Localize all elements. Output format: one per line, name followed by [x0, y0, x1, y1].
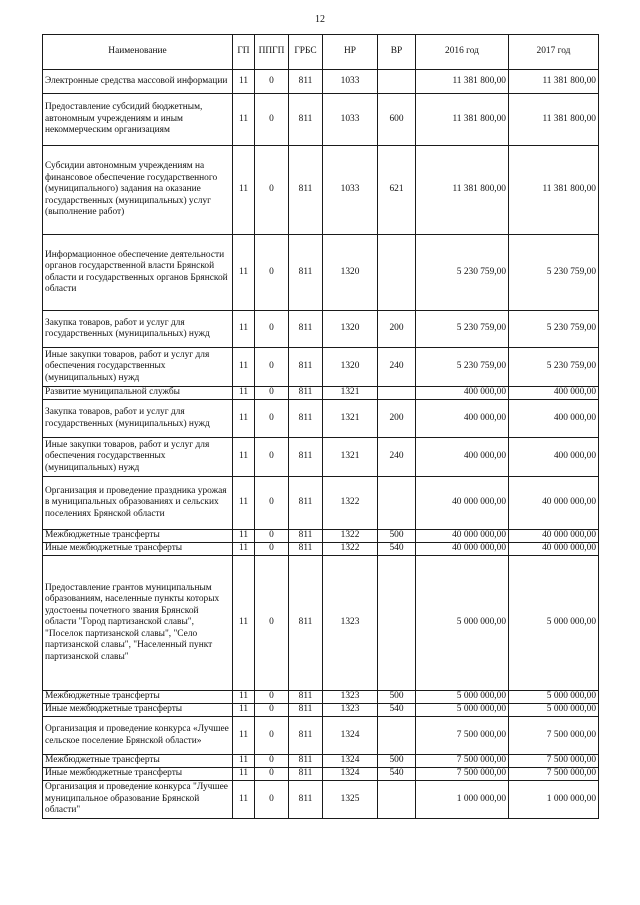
table-body — [43, 70, 599, 819]
cell-grbs: 811 — [289, 768, 323, 781]
header-2017: 2017 год — [509, 35, 599, 70]
cell-vr: 200 — [378, 400, 416, 438]
table-row — [43, 781, 599, 819]
cell-vr: 200 — [378, 311, 416, 348]
cell-gp: 11 — [233, 235, 255, 311]
cell-vr — [378, 70, 416, 94]
cell-name: Развитие муниципальной службы — [43, 387, 233, 400]
table-row — [43, 717, 599, 755]
cell-ppgp: 0 — [255, 717, 289, 755]
cell-np: 1033 — [323, 70, 378, 94]
cell-y2016: 11 381 800,00 — [416, 94, 509, 146]
cell-ppgp: 0 — [255, 755, 289, 768]
cell-ppgp: 0 — [255, 530, 289, 543]
cell-name: Предоставление субсидий бюджетным, автономным учреждениям и иным некоммерческим организациям — [43, 94, 233, 146]
table-row — [43, 691, 599, 704]
cell-vr — [378, 477, 416, 530]
cell-gp: 11 — [233, 704, 255, 717]
cell-np: 1322 — [323, 543, 378, 556]
cell-gp: 11 — [233, 530, 255, 543]
cell-gp: 11 — [233, 691, 255, 704]
cell-np: 1322 — [323, 530, 378, 543]
table-row — [43, 477, 599, 530]
cell-np: 1325 — [323, 781, 378, 819]
cell-name: Организация и проведение праздника урожая в муниципальных образованиях и сельских поселениях Брянской области — [43, 477, 233, 530]
cell-ppgp: 0 — [255, 768, 289, 781]
cell-y2017: 11 381 800,00 — [509, 146, 599, 235]
cell-ppgp: 0 — [255, 146, 289, 235]
cell-y2016: 1 000 000,00 — [416, 781, 509, 819]
cell-np: 1321 — [323, 438, 378, 477]
cell-np: 1321 — [323, 387, 378, 400]
table-header-row — [43, 35, 599, 70]
header-grbs: ГРБС — [289, 35, 323, 70]
cell-vr — [378, 387, 416, 400]
cell-ppgp: 0 — [255, 348, 289, 387]
table-row — [43, 387, 599, 400]
cell-gp: 11 — [233, 146, 255, 235]
budget-table — [42, 34, 599, 819]
cell-ppgp: 0 — [255, 477, 289, 530]
cell-vr: 600 — [378, 94, 416, 146]
cell-grbs: 811 — [289, 543, 323, 556]
table-row — [43, 400, 599, 438]
cell-y2016: 400 000,00 — [416, 387, 509, 400]
cell-y2016: 400 000,00 — [416, 438, 509, 477]
cell-gp: 11 — [233, 768, 255, 781]
cell-name: Электронные средства массовой информации — [43, 70, 233, 94]
cell-vr — [378, 556, 416, 691]
header-ppgp: ППГП — [255, 35, 289, 70]
cell-ppgp: 0 — [255, 781, 289, 819]
cell-np: 1322 — [323, 477, 378, 530]
cell-name: Закупка товаров, работ и услуг для государственных (муниципальных) нужд — [43, 311, 233, 348]
cell-y2016: 7 500 000,00 — [416, 755, 509, 768]
cell-grbs: 811 — [289, 311, 323, 348]
cell-y2016: 40 000 000,00 — [416, 477, 509, 530]
cell-gp: 11 — [233, 543, 255, 556]
cell-y2016: 7 500 000,00 — [416, 768, 509, 781]
cell-y2016: 7 500 000,00 — [416, 717, 509, 755]
cell-vr — [378, 235, 416, 311]
table-row — [43, 556, 599, 691]
cell-y2016: 5 230 759,00 — [416, 311, 509, 348]
cell-y2017: 5 000 000,00 — [509, 556, 599, 691]
cell-gp: 11 — [233, 400, 255, 438]
cell-grbs: 811 — [289, 530, 323, 543]
cell-grbs: 811 — [289, 387, 323, 400]
cell-name: Субсидии автономным учреждениям на финансовое обеспечение государственного (муниципального) задания на оказание государственных (муниципальных) услуг (выполнение работ) — [43, 146, 233, 235]
page-number: 12 — [315, 14, 325, 25]
table-row — [43, 755, 599, 768]
cell-vr: 540 — [378, 704, 416, 717]
header-2016: 2016 год — [416, 35, 509, 70]
cell-ppgp: 0 — [255, 311, 289, 348]
cell-np: 1320 — [323, 311, 378, 348]
cell-grbs: 811 — [289, 755, 323, 768]
cell-name: Иные межбюджетные трансферты — [43, 704, 233, 717]
cell-ppgp: 0 — [255, 438, 289, 477]
cell-y2017: 1 000 000,00 — [509, 781, 599, 819]
cell-y2017: 5 000 000,00 — [509, 704, 599, 717]
cell-gp: 11 — [233, 438, 255, 477]
cell-name: Иные закупки товаров, работ и услуг для обеспечения государственных (муниципальных) нужд — [43, 348, 233, 387]
cell-name: Межбюджетные трансферты — [43, 691, 233, 704]
cell-y2016: 5 000 000,00 — [416, 691, 509, 704]
cell-np: 1033 — [323, 146, 378, 235]
cell-np: 1323 — [323, 704, 378, 717]
cell-vr — [378, 717, 416, 755]
cell-y2016: 40 000 000,00 — [416, 530, 509, 543]
cell-grbs: 811 — [289, 94, 323, 146]
cell-name: Организация и проведение конкурса «Лучшее сельское поселение Брянской области» — [43, 717, 233, 755]
cell-vr: 500 — [378, 691, 416, 704]
cell-name: Закупка товаров, работ и услуг для государственных (муниципальных) нужд — [43, 400, 233, 438]
cell-np: 1320 — [323, 235, 378, 311]
cell-gp: 11 — [233, 717, 255, 755]
cell-gp: 11 — [233, 387, 255, 400]
cell-y2017: 7 500 000,00 — [509, 768, 599, 781]
cell-grbs: 811 — [289, 400, 323, 438]
cell-y2016: 5 230 759,00 — [416, 348, 509, 387]
cell-ppgp: 0 — [255, 387, 289, 400]
cell-grbs: 811 — [289, 146, 323, 235]
cell-np: 1324 — [323, 717, 378, 755]
cell-name: Предоставление грантов муниципальным образованиям, населенные пункты которых удостоены почетного звания Брянской области "Город партизанской славы", "Поселок партизанской славы", "Село партизанской славы", "Населенный пункт партизанской славы" — [43, 556, 233, 691]
cell-ppgp: 0 — [255, 235, 289, 311]
cell-y2017: 5 000 000,00 — [509, 691, 599, 704]
cell-vr: 540 — [378, 768, 416, 781]
cell-name: Информационное обеспечение деятельности органов государственной власти Брянской области и государственных органов Брянской области — [43, 235, 233, 311]
cell-gp: 11 — [233, 311, 255, 348]
cell-y2017: 5 230 759,00 — [509, 235, 599, 311]
cell-y2016: 11 381 800,00 — [416, 146, 509, 235]
cell-ppgp: 0 — [255, 94, 289, 146]
cell-grbs: 811 — [289, 348, 323, 387]
cell-y2017: 7 500 000,00 — [509, 717, 599, 755]
cell-grbs: 811 — [289, 235, 323, 311]
cell-grbs: 811 — [289, 70, 323, 94]
cell-name: Иные межбюджетные трансферты — [43, 768, 233, 781]
table-row — [43, 311, 599, 348]
cell-y2016: 5 000 000,00 — [416, 556, 509, 691]
cell-vr: 240 — [378, 438, 416, 477]
cell-grbs: 811 — [289, 438, 323, 477]
cell-vr: 621 — [378, 146, 416, 235]
header-gp: ГП — [233, 35, 255, 70]
cell-ppgp: 0 — [255, 400, 289, 438]
table-row — [43, 235, 599, 311]
cell-grbs: 811 — [289, 556, 323, 691]
cell-gp: 11 — [233, 755, 255, 768]
cell-np: 1323 — [323, 556, 378, 691]
cell-ppgp: 0 — [255, 543, 289, 556]
cell-np: 1323 — [323, 691, 378, 704]
cell-y2017: 400 000,00 — [509, 438, 599, 477]
table-row — [43, 768, 599, 781]
table-row — [43, 704, 599, 717]
cell-gp: 11 — [233, 348, 255, 387]
header-vr: ВР — [378, 35, 416, 70]
cell-gp: 11 — [233, 94, 255, 146]
cell-gp: 11 — [233, 70, 255, 94]
cell-grbs: 811 — [289, 781, 323, 819]
table-row — [43, 348, 599, 387]
header-name: Наименование — [43, 35, 233, 70]
cell-np: 1033 — [323, 94, 378, 146]
cell-gp: 11 — [233, 781, 255, 819]
cell-vr: 540 — [378, 543, 416, 556]
table-row — [43, 530, 599, 543]
cell-name: Межбюджетные трансферты — [43, 530, 233, 543]
cell-y2017: 400 000,00 — [509, 387, 599, 400]
cell-y2017: 5 230 759,00 — [509, 348, 599, 387]
cell-vr — [378, 781, 416, 819]
cell-grbs: 811 — [289, 717, 323, 755]
cell-y2017: 11 381 800,00 — [509, 70, 599, 94]
cell-name: Иные закупки товаров, работ и услуг для обеспечения государственных (муниципальных) нужд — [43, 438, 233, 477]
cell-y2017: 40 000 000,00 — [509, 543, 599, 556]
cell-y2016: 40 000 000,00 — [416, 543, 509, 556]
cell-grbs: 811 — [289, 477, 323, 530]
table-row — [43, 438, 599, 477]
cell-np: 1324 — [323, 768, 378, 781]
cell-gp: 11 — [233, 556, 255, 691]
cell-name: Организация и проведение конкурса "Лучшее муниципальное образование Брянской области" — [43, 781, 233, 819]
cell-y2017: 40 000 000,00 — [509, 530, 599, 543]
cell-y2016: 5 000 000,00 — [416, 704, 509, 717]
cell-np: 1324 — [323, 755, 378, 768]
cell-ppgp: 0 — [255, 70, 289, 94]
cell-grbs: 811 — [289, 691, 323, 704]
cell-vr: 500 — [378, 530, 416, 543]
cell-ppgp: 0 — [255, 556, 289, 691]
table-row — [43, 146, 599, 235]
cell-gp: 11 — [233, 477, 255, 530]
cell-grbs: 811 — [289, 704, 323, 717]
cell-name: Иные межбюджетные трансферты — [43, 543, 233, 556]
header-np: НР — [323, 35, 378, 70]
cell-y2017: 400 000,00 — [509, 400, 599, 438]
cell-np: 1320 — [323, 348, 378, 387]
cell-vr: 240 — [378, 348, 416, 387]
table-row — [43, 94, 599, 146]
table-row — [43, 543, 599, 556]
cell-vr: 500 — [378, 755, 416, 768]
cell-ppgp: 0 — [255, 704, 289, 717]
cell-np: 1321 — [323, 400, 378, 438]
cell-y2017: 11 381 800,00 — [509, 94, 599, 146]
cell-y2016: 400 000,00 — [416, 400, 509, 438]
cell-y2016: 5 230 759,00 — [416, 235, 509, 311]
cell-y2017: 7 500 000,00 — [509, 755, 599, 768]
cell-name: Межбюджетные трансферты — [43, 755, 233, 768]
table-row — [43, 70, 599, 94]
cell-ppgp: 0 — [255, 691, 289, 704]
cell-y2017: 5 230 759,00 — [509, 311, 599, 348]
cell-y2017: 40 000 000,00 — [509, 477, 599, 530]
cell-y2016: 11 381 800,00 — [416, 70, 509, 94]
